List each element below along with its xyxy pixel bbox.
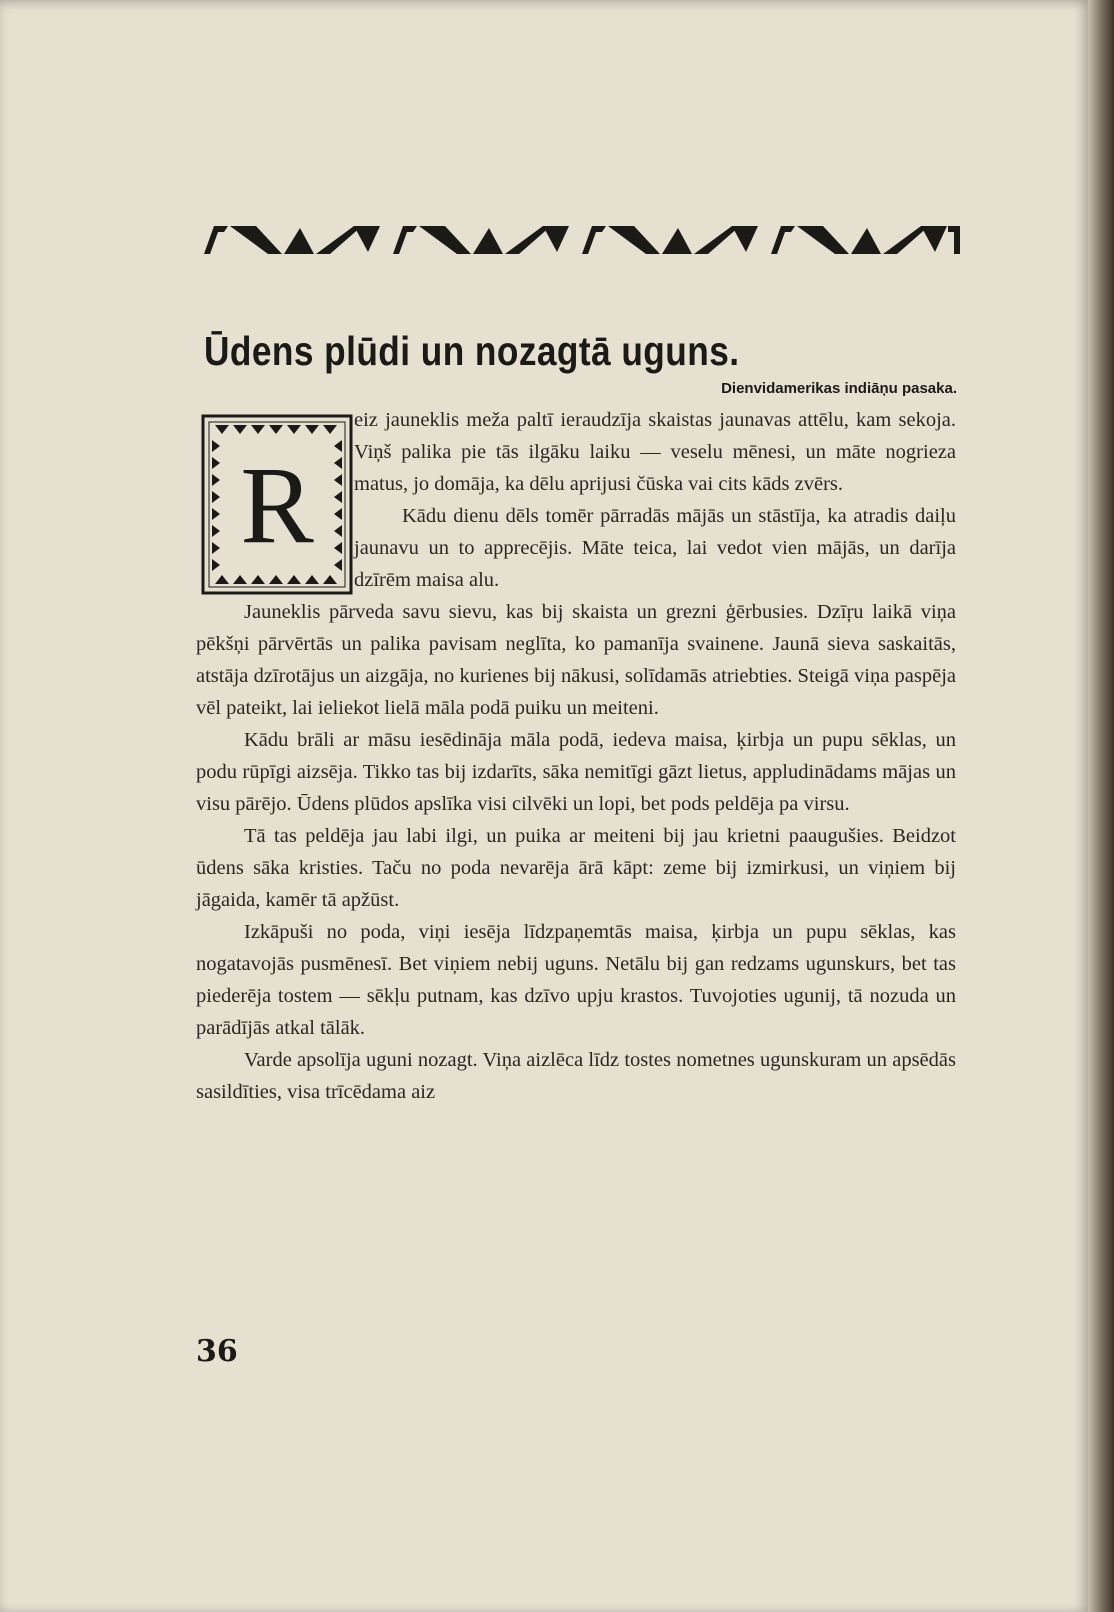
subtitle: Dienvidamerikas indiāņu pasaka.: [721, 380, 957, 397]
paragraph: Kādu dienu dēls tomēr pārradās mājās un stāstīja, ka atradis daiļu jaunavu un to apprecējis. Māte teica, lai vedot vien mājās, un darīja dzīrēm maisa alu.: [354, 505, 956, 591]
page-edge-shadow: [1088, 0, 1114, 1612]
page-title: Ūdens plūdi un nozagtā uguns.: [204, 328, 740, 374]
drop-cap-letter: R: [240, 443, 314, 566]
decorative-border-ornament: [204, 224, 960, 254]
paragraph: Tā tas peldēja jau labi ilgi, un puika ar meiteni bij jau krietni paaugušies. Beidzot ūdens sāka kristies. Taču no poda nevarēja ārā kāpt: zeme bij izmirkusi, un viņiem bij jāgaida, kamēr tā apžūst.: [196, 825, 956, 911]
page-number: 36: [196, 1334, 238, 1369]
paragraph: Izkāpuši no poda, viņi iesēja līdzpaņemtās maisa, ķirbja un pupu sēklas, kas nogatavojās pusmēnesī. Bet viņiem nebij uguns. Netālu bij gan redzams ugunskurs, bet tas piederēja tostem — sēkļu putnam, kas dzīvo upju krastos. Tuvojoties ugunij, tā nozuda un parādījās atkal tālāk.: [196, 921, 956, 1039]
paragraph: Jauneklis pārveda savu sievu, kas bij skaista un grezni ģērbusies. Dzīŗu laikā viņa pēkšņi pārvērtās un palika pavisam neglīta, ko pamanīja svainene. Jaunā sieva saskaitās, atstāja dzīrotājus un aizgāja, no kurienes bij nākusi, solīdamās atriebties. Steigā viņa paspēja vēl pateikt, lai ieliekot lielā māla podā puiku un meiteni.: [196, 601, 956, 719]
story-text: [196, 404, 956, 1108]
paragraph: Kādu brāli ar māsu iesēdināja māla podā, iedeva maisa, ķirbja un pupu sēklas, un podu rūpīgi aizsēja. Tikko tas bij izdarīts, sāka nemitīgi gāzt lietus, appludinādams mājas un visu pārējo. Ūdens plūdos apslīka visi cilvēki un lopi, bet pods peldēja pa virsu.: [196, 729, 956, 815]
paragraph: eiz jauneklis meža paltī ieraudzīja skaistas jaunavas attēlu, kam sekoja. Viņš palika pie tās ilgāku laiku — veselu mēnesi, un māte nogrieza matus, jo domāja, ka dēlu aprijusi čūska vai cits kāds zvērs.: [354, 409, 956, 495]
paragraph: Varde apsolīja uguni nozagt. Viņa aizlēca līdz tostes nometnes ugunskuram un apsēdās sasildīties, visa trīcēdama aiz: [196, 1049, 956, 1103]
